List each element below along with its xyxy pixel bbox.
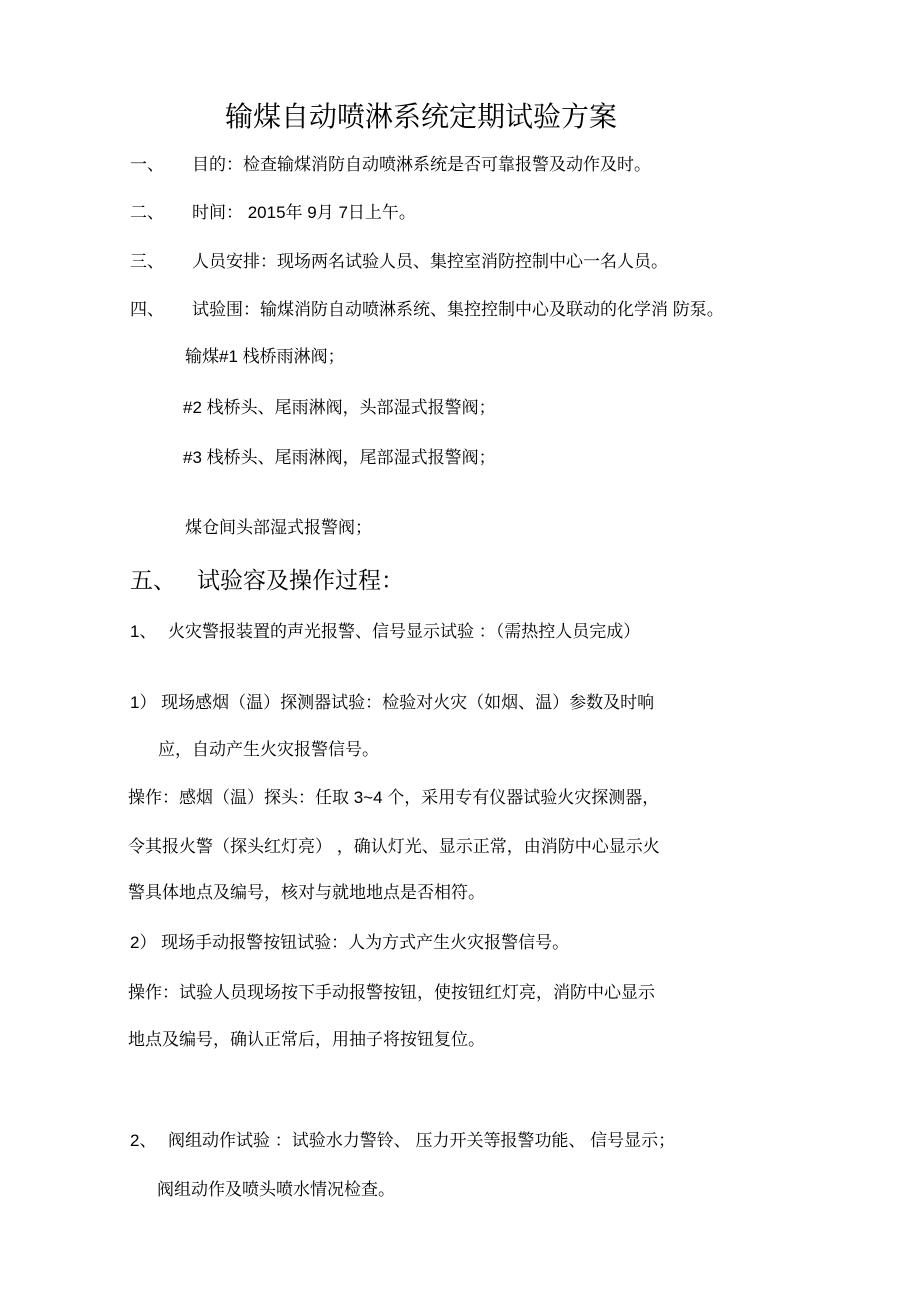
- section-heading: 试验容及操作过程：: [197, 567, 404, 593]
- section-number: 三、: [130, 252, 164, 271]
- item-text: 阀组动作试验 ：试验水力警铃、 压力开关等报警功能、 信号显示；: [168, 1131, 676, 1150]
- item-number: 1、: [130, 622, 157, 641]
- item-text: 火灾警报装置的声光报警、信号显示试验 ：（需热控人员完成）: [168, 622, 641, 641]
- paragraph-line: 警具体地点及编号，核对与就地地点是否相符。: [128, 883, 485, 902]
- scope-item: #2 栈桥头、尾雨淋阀，头部湿式报警阀；: [183, 398, 496, 417]
- section-text: 时间： 2015年 9月 7日上午。: [192, 203, 416, 222]
- document-title: 输煤自动喷淋系统定期试验方案: [225, 101, 618, 132]
- paragraph-line: 操作：试验人员现场按下手动报警按钮，使按钮红灯亮，消防中心显示: [128, 983, 655, 1002]
- section-number: 一、: [130, 155, 164, 174]
- section-number: 二、: [130, 203, 164, 222]
- paragraph-line: 阀组动作及喷头喷水情况检查。: [157, 1180, 395, 1199]
- paragraph-line: 2） 现场手动报警按钮试验：人为方式产生火灾报警信号。: [130, 933, 570, 952]
- scope-item: 输煤#1 栈桥雨淋阀；: [185, 347, 345, 366]
- paragraph-line: 应，自动产生火灾报警信号。: [158, 740, 379, 759]
- paragraph-line: 地点及编号，确认正常后，用抽子将按钮复位。: [128, 1030, 485, 1049]
- paragraph-line: 令其报火警（探头红灯亮） ，确认灯光、显示正常，由消防中心显示火: [128, 837, 660, 856]
- section-number: 四、: [130, 300, 164, 319]
- scope-item: 煤仓间头部湿式报警阀；: [185, 518, 372, 537]
- section-text: 试验围：输煤消防自动喷淋系统、集控控制中心及联动的化学消 防泵。: [192, 300, 724, 319]
- paragraph-line: 操作：感烟（温）探头：任取 3~4 个，采用专有仪器试验火灾探测器，: [128, 788, 660, 807]
- section-text: 人员安排：现场两名试验人员、集控室消防控制中心一名人员。: [192, 252, 668, 271]
- section-text: 目的：检查输煤消防自动喷淋系统是否可靠报警及动作及时。: [192, 155, 651, 174]
- section-number: 五、: [130, 567, 176, 593]
- item-number: 2、: [130, 1131, 157, 1150]
- paragraph-line: 1） 现场感烟（温）探测器试验：检验对火灾（如烟、温）参数及时响: [130, 693, 655, 712]
- scope-item: #3 栈桥头、尾雨淋阀，尾部湿式报警阀；: [183, 448, 496, 467]
